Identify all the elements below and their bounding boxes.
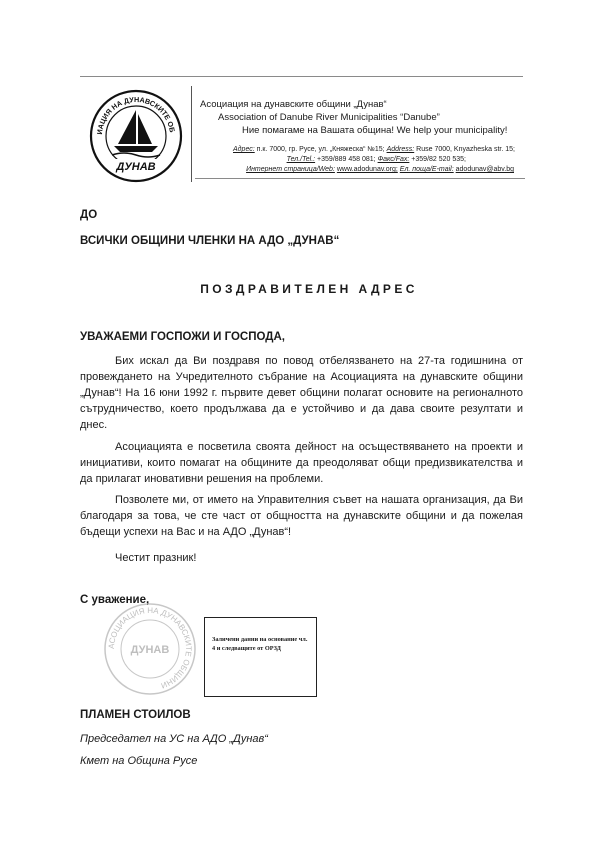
document-title: ПОЗДРАВИТЕЛЕН АДРЕС — [200, 282, 418, 296]
signatory-name: ПЛАМЕН СТОИЛОВ — [80, 709, 191, 721]
signatory-position-2: Кмет на Община Русе — [80, 755, 198, 767]
fax-label: Факс/Fax: — [377, 156, 410, 163]
recipient-to: ДО — [80, 209, 98, 221]
fax-value: +359/82 520 535; — [411, 156, 466, 163]
paragraph-2: Асоциацията е посветила своята дейност на осъществяването на проекти и инициативи, които помагат на общините да преодоляват общи предизвикателства и да прилагат иновативни решения на проблеми. — [80, 441, 523, 485]
closing: С уважение, — [80, 594, 150, 606]
redaction-box — [204, 617, 317, 697]
header-bottom-rule — [195, 178, 525, 179]
greeting: УВАЖАЕМИ ГОСПОЖИ И ГОСПОДА, — [80, 331, 285, 343]
tel-label: Тел./Tel.: — [286, 156, 316, 163]
stamp-ring-text: АСОЦИАЦИЯ НА ДУНАВСКИТЕ ОБЩИНИ — [106, 605, 194, 691]
contact-phone — [287, 155, 466, 164]
email-link[interactable]: adodunav@abv.bg — [455, 166, 514, 173]
recipient-addressee: ВСИЧКИ ОБЩИНИ ЧЛЕНКИ НА АДО „ДУНАВ“ — [80, 235, 340, 247]
address-label-en: Address: — [386, 146, 415, 153]
association-stamp — [103, 602, 197, 696]
org-name-bg: Асоциация на дунавските общини „Дунав“ — [200, 99, 387, 110]
contact-web — [246, 165, 514, 174]
stamp-center: ДУНАВ — [130, 644, 170, 656]
contact-address — [233, 145, 515, 154]
paragraph-4: Честит празник! — [115, 552, 197, 564]
redaction-note: Заличени данни на основание чл. 4 и следващите от ОРЗД — [212, 636, 308, 652]
paragraph-1: Бих искал да Ви поздравя по повод отбелязването на 27-та годишнина от провеждането на Учредителното събрание на Асоциацията на дунавските общини „Дунав“! На 16 юни 1992 г. първите девет общини полагат основите на регионалното сътрудничество, което продължава да е устойчиво и да дава своите резултати и днес. — [80, 355, 523, 431]
motto: Ние помагаме на Вашата община! We help your municipality! — [242, 125, 508, 136]
logo-ring-text: ИАЦИЯ НА ДУНАВСКИТЕ ОБ — [94, 94, 177, 136]
header-top-rule — [80, 76, 523, 77]
header-divider — [191, 86, 192, 182]
address-label-bg: Адрес: — [233, 146, 255, 153]
tel-value: +359/889 458 081; — [317, 156, 376, 163]
address-en: Ruse 7000, Knyazheska str. 15; — [416, 146, 515, 153]
web-label: Интернет страница/Web: — [246, 166, 335, 173]
signatory-position: Председател на УС на АДО „Дунав“ — [80, 733, 268, 745]
association-logo — [88, 88, 184, 184]
paragraph-3: Позволете ми, от името на Управителния съвет на нашата организация, да Ви благодаря за това, че сте част от общността на дунавските общини и да пожелая бъдещи успехи на Вас и на АДО „Дунав“! — [80, 494, 523, 538]
logo-name: ДУНАВ — [116, 161, 156, 173]
address-bg: п.к. 7000, гр. Русе, ул. „Княжеска“ №15; — [256, 146, 385, 153]
web-link[interactable]: www.adodunav.org; — [336, 166, 398, 173]
org-name-en: Association of Danube River Municipalities “Danube” — [218, 112, 440, 123]
email-label: Ел. поща/E-mail: — [399, 166, 454, 173]
